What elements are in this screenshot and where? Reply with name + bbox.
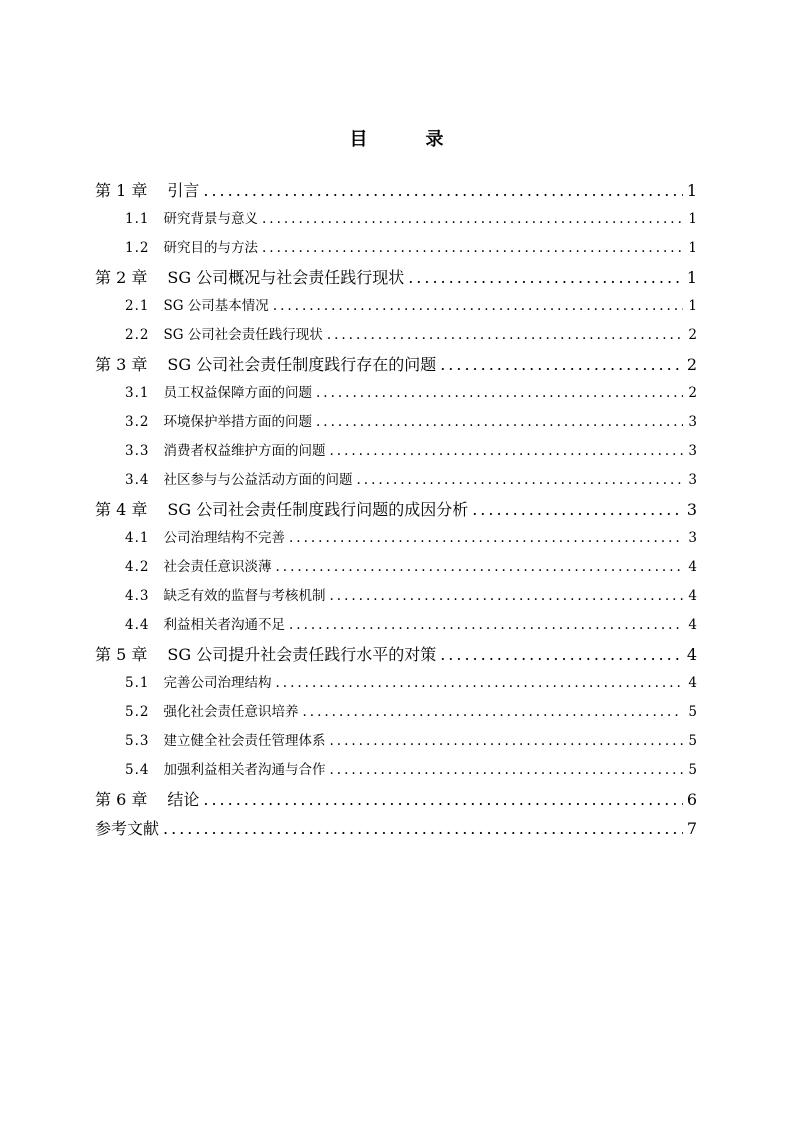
toc-entry-number: 第 5 章 bbox=[95, 645, 148, 664]
toc-entry-title: 公司治理结构不完善 bbox=[163, 530, 285, 546]
toc-page-number: 7 bbox=[686, 819, 697, 838]
toc-dot-leader bbox=[203, 785, 682, 814]
toc-dot-leader bbox=[262, 234, 683, 263]
toc-entry-section-3-2[interactable] bbox=[95, 408, 697, 437]
toc-entry-title: 环境保护举措方面的问题 bbox=[163, 414, 312, 430]
toc-entry-title: 引言 bbox=[167, 181, 200, 200]
toc-entry-section-3-3[interactable] bbox=[95, 437, 697, 466]
toc-page-number: 2 bbox=[688, 327, 697, 343]
toc-entry-title: SG 公司基本情况 bbox=[163, 298, 269, 314]
toc-entry-chapter-4[interactable] bbox=[95, 495, 697, 524]
toc-entry-number: 第 1 章 bbox=[95, 181, 148, 200]
toc-entry-section-3-4[interactable] bbox=[95, 466, 697, 495]
toc-page-number: 6 bbox=[686, 790, 697, 809]
toc-entry-title: 研究目的与方法 bbox=[163, 240, 258, 256]
toc-entry-section-4-4[interactable] bbox=[95, 611, 697, 640]
toc-entry-number: 5.4 bbox=[125, 762, 150, 778]
toc-entry-number: 第 2 章 bbox=[95, 268, 148, 287]
toc-entry-section-3-1[interactable] bbox=[95, 379, 697, 408]
toc-dot-leader bbox=[440, 350, 683, 379]
table-of-contents bbox=[95, 176, 697, 843]
toc-entry-title: 结论 bbox=[167, 790, 200, 809]
toc-entry-title: SG 公司概况与社会责任践行现状 bbox=[167, 268, 405, 287]
toc-page-number: 1 bbox=[688, 298, 697, 314]
toc-entry-number: 1.2 bbox=[125, 240, 150, 256]
toc-entry-number: 4.1 bbox=[125, 530, 150, 546]
toc-dot-leader bbox=[289, 611, 683, 640]
toc-entry-section-2-1[interactable] bbox=[95, 292, 697, 321]
toc-entry-number: 3.2 bbox=[125, 414, 150, 430]
toc-entry-title: 强化社会责任意识培养 bbox=[163, 704, 299, 720]
toc-page-number: 4 bbox=[688, 559, 697, 575]
toc-entry-number: 第 4 章 bbox=[95, 500, 148, 519]
toc-dot-leader bbox=[163, 814, 683, 843]
toc-dot-leader bbox=[275, 669, 683, 698]
toc-dot-leader bbox=[356, 466, 683, 495]
toc-entry-section-5-2[interactable] bbox=[95, 698, 697, 727]
toc-entry-title: 消费者权益维护方面的问题 bbox=[163, 443, 326, 459]
toc-page-number: 4 bbox=[688, 588, 697, 604]
toc-dot-leader bbox=[203, 176, 682, 205]
toc-entry-title: 加强利益相关者沟通与合作 bbox=[163, 762, 326, 778]
toc-entry-title: SG 公司社会责任践行现状 bbox=[163, 327, 323, 343]
toc-page-number: 3 bbox=[688, 414, 697, 430]
toc-entry-title: 员工权益保障方面的问题 bbox=[163, 385, 312, 401]
toc-entry-number: 4.3 bbox=[125, 588, 150, 604]
toc-entry-number: 1.1 bbox=[125, 211, 150, 227]
toc-entry-section-4-2[interactable] bbox=[95, 553, 697, 582]
toc-entry-chapter-6[interactable] bbox=[95, 785, 697, 814]
toc-entry-number: 第 3 章 bbox=[95, 355, 148, 374]
toc-dot-leader bbox=[408, 263, 683, 292]
toc-page-number: 1 bbox=[686, 268, 697, 287]
toc-page-number: 4 bbox=[688, 617, 697, 633]
toc-dot-leader bbox=[275, 553, 683, 582]
toc-page-number: 5 bbox=[688, 733, 697, 749]
toc-entry-title: 参考文献 bbox=[95, 819, 160, 838]
toc-entry-section-2-2[interactable] bbox=[95, 321, 697, 350]
toc-entry-title: 缺乏有效的监督与考核机制 bbox=[163, 588, 326, 604]
toc-entry-chapter-2[interactable] bbox=[95, 263, 697, 292]
toc-page-number: 1 bbox=[688, 211, 697, 227]
toc-dot-leader bbox=[316, 379, 683, 408]
toc-dot-leader bbox=[289, 524, 683, 553]
toc-dot-leader bbox=[262, 205, 683, 234]
toc-entry-chapter-3[interactable] bbox=[95, 350, 697, 379]
toc-dot-leader bbox=[327, 321, 683, 350]
toc-dot-leader bbox=[273, 292, 683, 321]
toc-entry-section-1-2[interactable] bbox=[95, 234, 697, 263]
toc-dot-leader bbox=[329, 756, 683, 785]
toc-entry-number: 3.4 bbox=[125, 472, 150, 488]
toc-entry-references[interactable] bbox=[95, 814, 697, 843]
toc-entry-title: 完善公司治理结构 bbox=[163, 675, 272, 691]
toc-page-number: 3 bbox=[688, 530, 697, 546]
toc-entry-number: 第 6 章 bbox=[95, 790, 148, 809]
toc-entry-section-5-4[interactable] bbox=[95, 756, 697, 785]
toc-page-number: 2 bbox=[688, 385, 697, 401]
toc-entry-title: SG 公司提升社会责任践行水平的对策 bbox=[167, 645, 437, 664]
toc-entry-chapter-1[interactable] bbox=[95, 176, 697, 205]
toc-entry-title: 建立健全社会责任管理体系 bbox=[163, 733, 326, 749]
toc-dot-leader bbox=[329, 437, 683, 466]
toc-entry-section-4-1[interactable] bbox=[95, 524, 697, 553]
toc-entry-chapter-5[interactable] bbox=[95, 640, 697, 669]
toc-entry-title: SG 公司社会责任制度践行问题的成因分析 bbox=[167, 500, 469, 519]
toc-entry-section-4-3[interactable] bbox=[95, 582, 697, 611]
toc-entry-title: 研究背景与意义 bbox=[163, 211, 258, 227]
toc-page-number: 4 bbox=[686, 645, 697, 664]
toc-entry-number: 5.3 bbox=[125, 733, 150, 749]
toc-page-number: 3 bbox=[688, 443, 697, 459]
toc-dot-leader bbox=[316, 408, 683, 437]
toc-dot-leader bbox=[440, 640, 683, 669]
toc-entry-title: SG 公司社会责任制度践行存在的问题 bbox=[167, 355, 437, 374]
toc-entry-number: 3.3 bbox=[125, 443, 150, 459]
toc-page-number: 5 bbox=[688, 762, 697, 778]
toc-entry-number: 4.2 bbox=[125, 559, 150, 575]
toc-dot-leader bbox=[329, 582, 683, 611]
toc-dot-leader bbox=[302, 698, 683, 727]
toc-page-number: 1 bbox=[686, 181, 697, 200]
toc-entry-number: 2.1 bbox=[125, 298, 150, 314]
toc-entry-section-5-3[interactable] bbox=[95, 727, 697, 756]
toc-page-number: 3 bbox=[686, 500, 697, 519]
toc-entry-title: 社区参与与公益活动方面的问题 bbox=[163, 472, 353, 488]
toc-page-number: 4 bbox=[688, 675, 697, 691]
toc-entry-number: 4.4 bbox=[125, 617, 150, 633]
toc-entry-number: 3.1 bbox=[125, 385, 150, 401]
toc-entry-number: 5.1 bbox=[125, 675, 150, 691]
toc-dot-leader bbox=[472, 495, 683, 524]
toc-page-number: 1 bbox=[688, 240, 697, 256]
toc-title: 目 录 bbox=[349, 129, 464, 150]
toc-page-number: 5 bbox=[688, 704, 697, 720]
toc-page-number: 2 bbox=[686, 355, 697, 374]
toc-page-number: 3 bbox=[688, 472, 697, 488]
toc-entry-title: 利益相关者沟通不足 bbox=[163, 617, 285, 633]
toc-entry-section-1-1[interactable] bbox=[95, 205, 697, 234]
toc-entry-number: 2.2 bbox=[125, 327, 150, 343]
toc-entry-number: 5.2 bbox=[125, 704, 150, 720]
toc-dot-leader bbox=[329, 727, 683, 756]
toc-entry-title: 社会责任意识淡薄 bbox=[163, 559, 272, 575]
toc-entry-section-5-1[interactable] bbox=[95, 669, 697, 698]
